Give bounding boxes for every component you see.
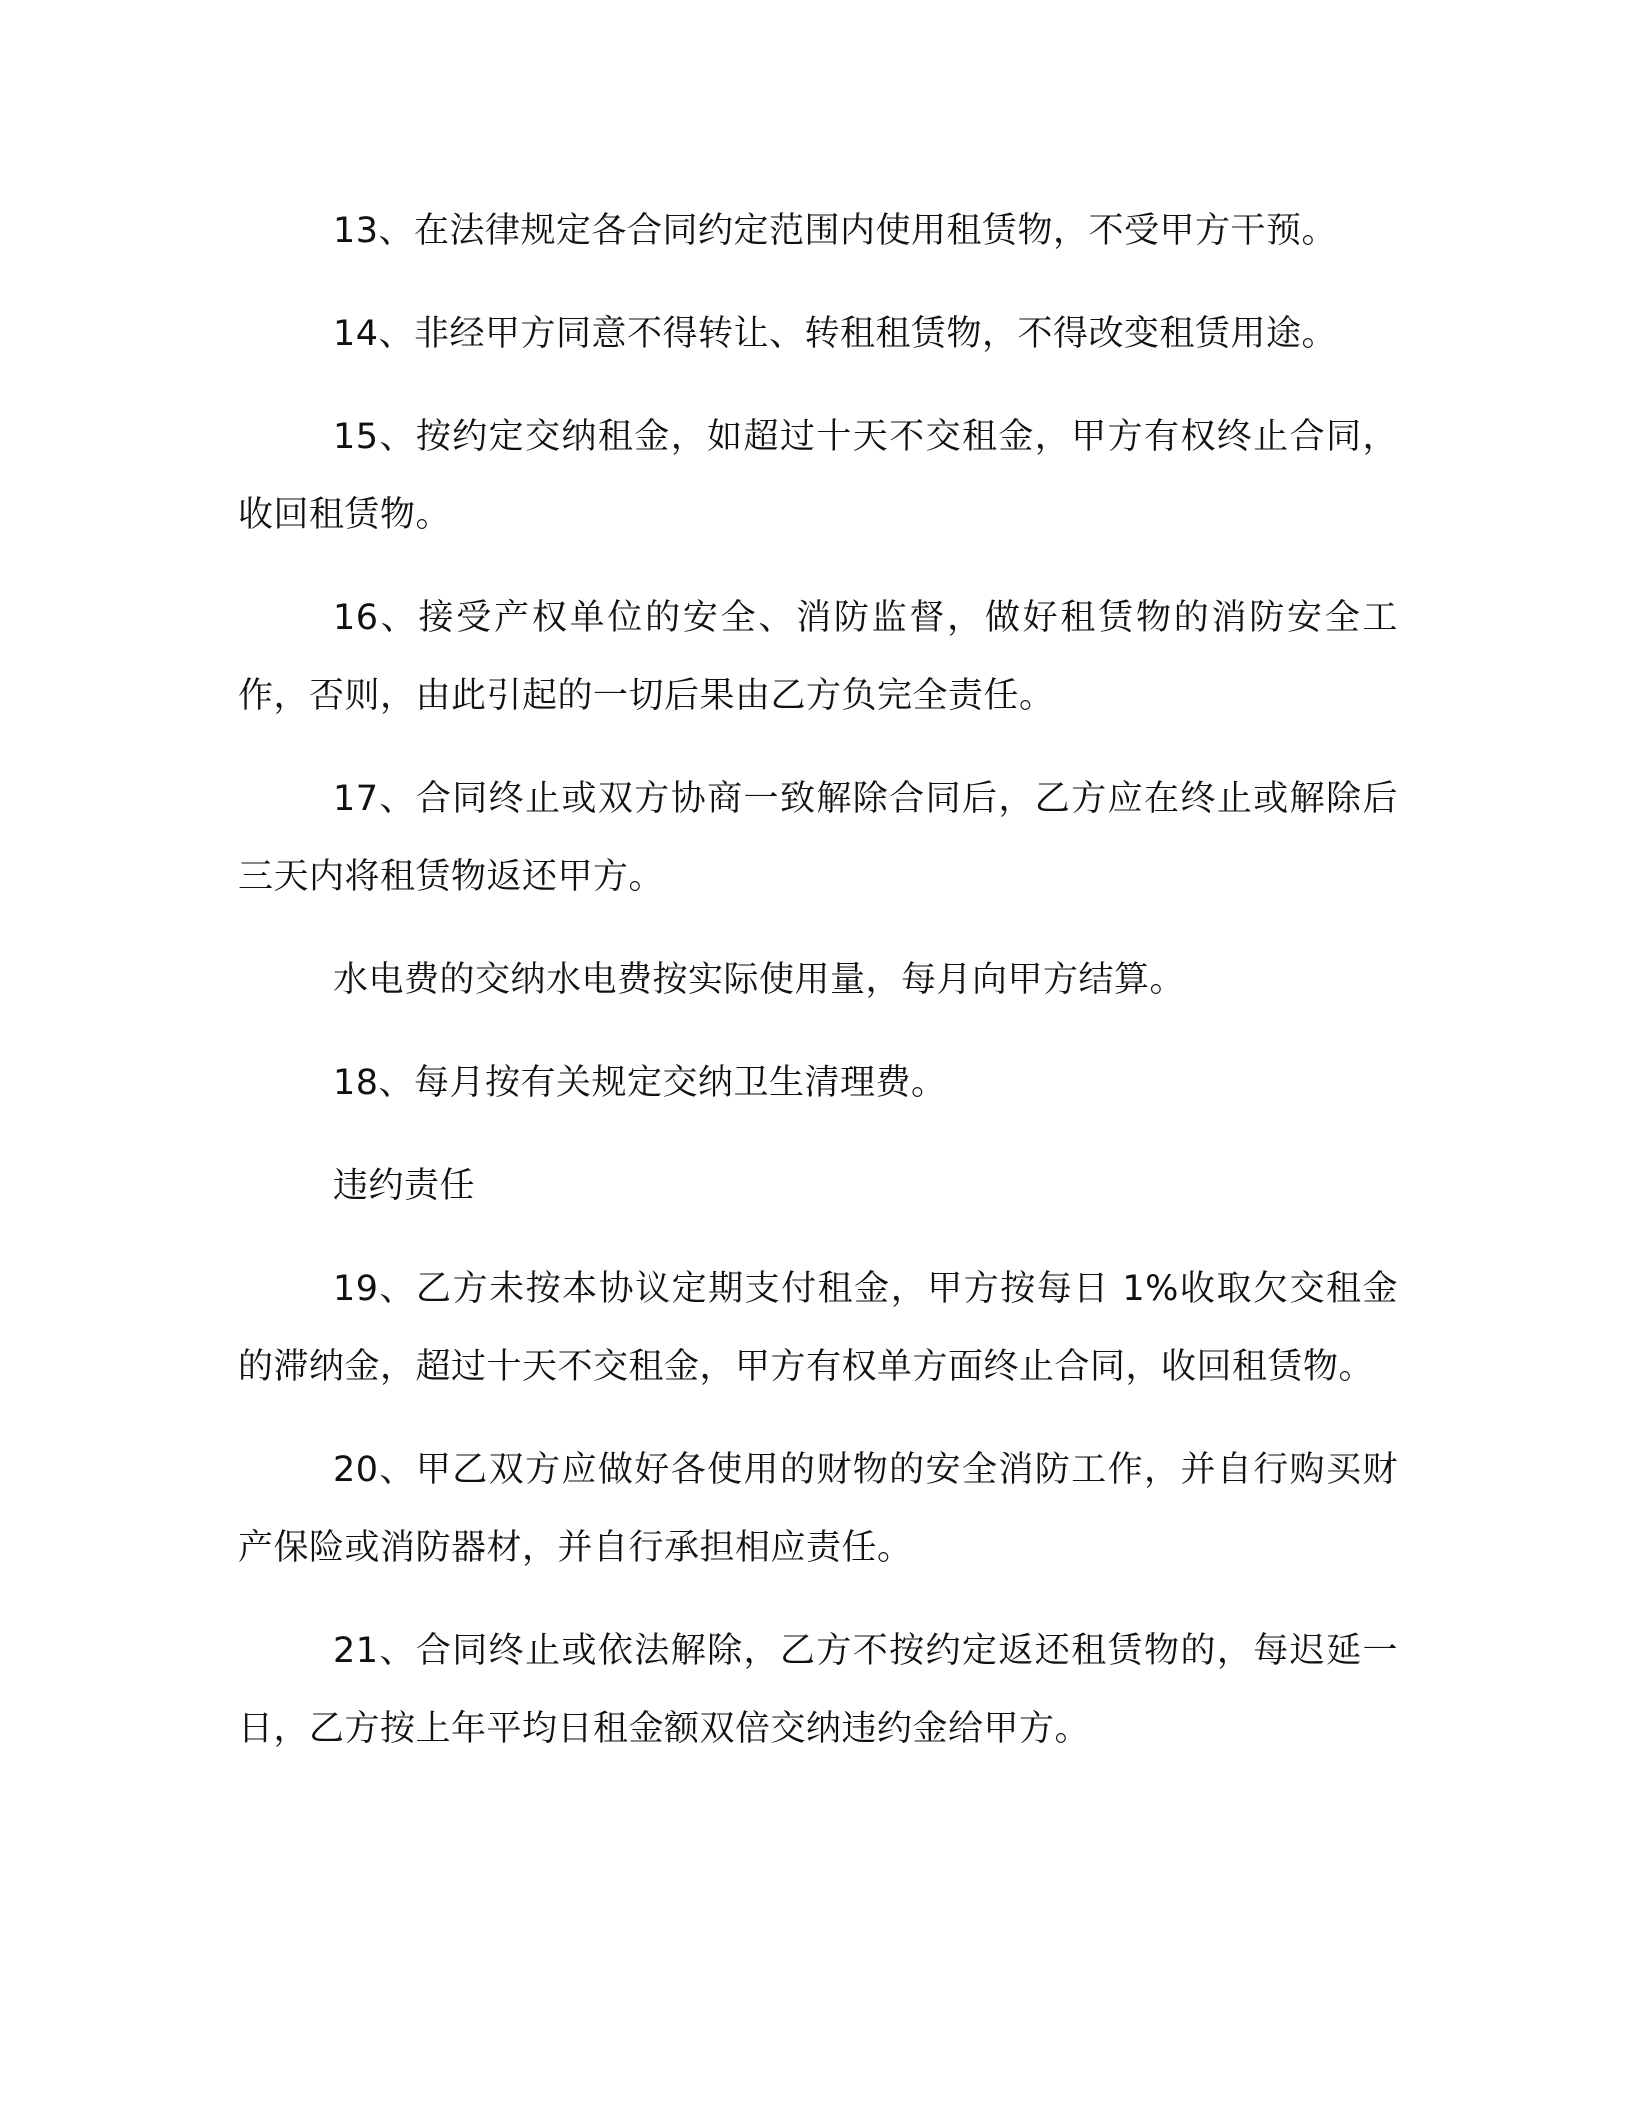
clause-17: 17、合同终止或双方协商一致解除合同后，乙方应在终止或解除后三天内将租赁物返还甲方。	[238, 779, 1398, 897]
clause-15: 15、按约定交纳租金，如超过十天不交租金，甲方有权终止合同，收回租赁物。	[238, 417, 1398, 535]
clause-18: 18、每月按有关规定交纳卫生清理费。	[333, 1063, 947, 1103]
section-heading-breach-liability: 违约责任	[333, 1166, 476, 1206]
utility-fee-paragraph: 水电费的交纳水电费按实际使用量，每月向甲方结算。	[333, 960, 1186, 1000]
clause-21: 21、合同终止或依法解除，乙方不按约定返还租赁物的，每迟延一日，乙方按上年平均日租金额双倍交纳违约金给甲方。	[238, 1631, 1398, 1749]
clause-19: 19、乙方未按本协议定期支付租金，甲方按每日 1%收取欠交租金的滞纳金，超过十天不交租金，甲方有权单方面终止合同，收回租赁物。	[238, 1269, 1398, 1387]
clause-16: 16、接受产权单位的安全、消防监督，做好租赁物的消防安全工作，否则，由此引起的一切后果由乙方负完全责任。	[238, 598, 1398, 716]
document-body	[238, 192, 1398, 1793]
clause-13: 13、在法律规定各合同约定范围内使用租赁物，不受甲方干预。	[333, 211, 1338, 251]
clause-20: 20、甲乙双方应做好各使用的财物的安全消防工作，并自行购买财产保险或消防器材，并自行承担相应责任。	[238, 1450, 1398, 1568]
clause-14: 14、非经甲方同意不得转让、转租租赁物，不得改变租赁用途。	[333, 314, 1338, 354]
